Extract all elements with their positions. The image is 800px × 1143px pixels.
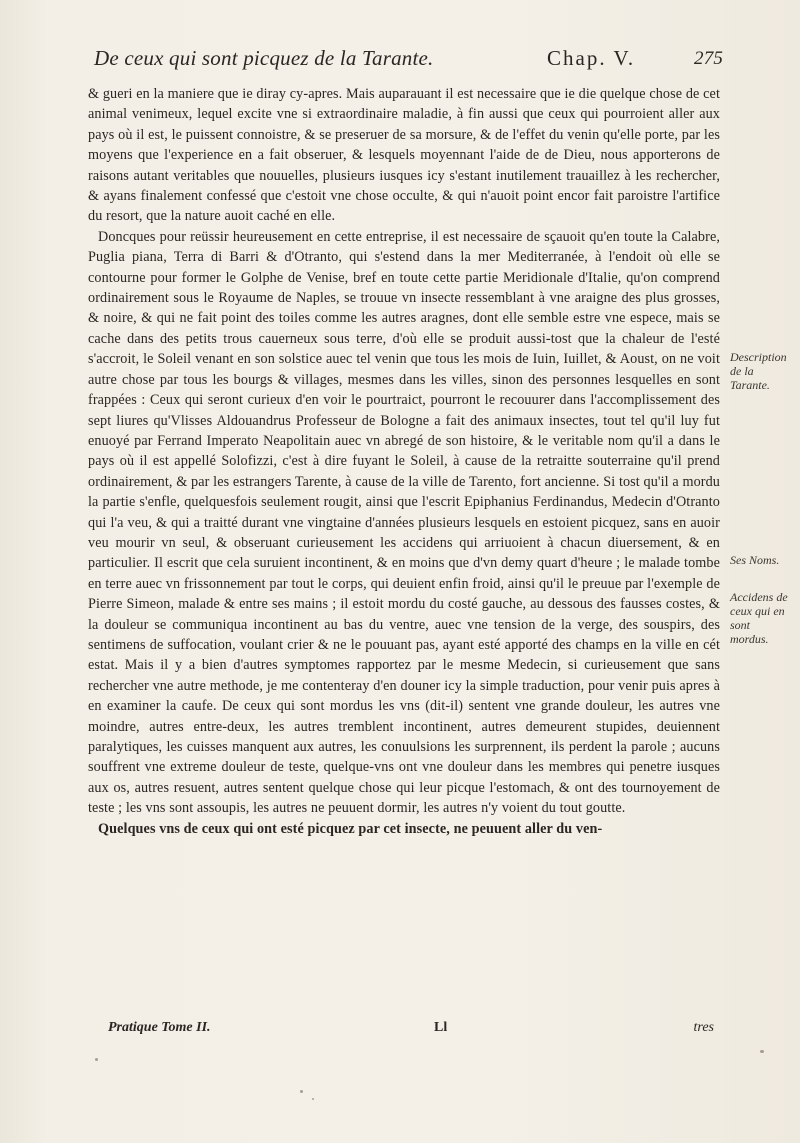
closing-line: Quelques vns de ceux qui ont esté picquez par cet insecte, ne peuuent aller du ven-: [98, 820, 603, 837]
margin-note-description: Description de la Tarante.: [730, 350, 787, 392]
footer-line: [88, 1020, 720, 1042]
page-number: 275: [694, 48, 724, 69]
catchword: tres: [693, 1020, 714, 1035]
margin-note-names: Ses Noms.: [730, 553, 780, 567]
paragraph-2: Doncques pour reüssir heureusement en cette entreprise, il est necessaire de sçauoit qu'en toute la Calabre, Puglia piana, Terra di Barri & d'Otranto, qui s'estend dans la mer Mediterranée, à l'endoit où elle se contourne pour former le Golphe de Venise, bref en toute cette partie Meridionale d'Italie, qu'on comprend ordinairement sous le Royaume de Naples, se trouue vn insecte ressemblant à vne araigne des plus grosses, & noire, & qui ne fait point des toiles comme les autres aragnes, dont elle semble estre vne espece, mais se cache dans des petits trous cauerneux sous terre, d'où elle se produit aussi-tost que la chaleur de l'esté s'accroit, le Soleil venant en son solstice auec tel venin que tous les mois de Iuin, Iuillet, & Aoust, on ne voit autre chose par tous les bourgs & villages, mesmes dans les villes, sinon des personnes lesquelles en sont frappées : Ceux qui seront curieux d'en voir le pourtraict, pourront le recouurer dans l'accomplissement des sept liures qu'Vlisses Aldouandrus Professeur de Bologne a fait des animaux insectes, tout tel qu'il luy fut enuoyé par Ferrand Imperato Neapolitain auec vn abregé de son histoire, & le veritable nom qu'il a dans le pays où il est appellé Solofizzi, c'est à dire fuyant le Soleil, à cause de la retraitte souterraine qu'il prend ordinairement, & par les estrangers Tarente, à cause de la ville de Tarento, fort ancienne. Si tost qu'il a mordu la partie s'enfle, quelquesfois seulement rougit, ainsi que l'escrit Epiphanius Ferdinandus, Medecin d'Otranto qui l'a veu, & qui a traitté durant vne vingtaine d'années plusieurs lesquels en estoient picquez, sans en auoir veu mourir vn seul, & obseruant curieusement les accidens qui arriuoient à chacun diuersement, & en particulier. Il escrit que cela suruient incontinent, & en moins que d'vn demy quart d'heure ; le malade tombe en terre auec vn frissonnement par tout le corps, qui deuient enfin froid, ainsi qu'il le preuue par l'exemple de Pierre Simeon, malade & entre ses mains ; il estoit mordu du costé gauche, au dessous des fausses costes, & la douleur se communiqua incontinent au bas du ventre, auec vne tension de la verge, des souspirs, des sentimens de suffocation, voulant crier & ne le pouuant pas, ayant esté apporté des champs en la ville en cét estat. Mais il y a bien d'autres symptomes rapportez par le mesme Medecin, si curieusement que sans rechercher vne autre methode, je me contenteray d'en douner icy la simple traduction, pour venir puis apres à en examiner la caufe. De ceux qui sont mordus les vns (dit-il) sentent vne grande douleur, les autres vne moindre, autres entre-deux, les autres tremblent incontinent, autres demeurent stupides, deuiennent paralytiques, les cuisses manquent aux autres, les conuulsions les surprennent, ils perdent la parole ; aucuns souffrent vne extreme douleur de teste, quelque-vns ont vne douleur dans les membres qui penetre iusques aux os, autres resuent, autres sentent quelque chose qui leur picque l'estomach, & ont des tournoyement de teste ; les vns sont assoupis, les autres ne peuuent dormir, les autres n'y voient du tout goutte.: [88, 228, 720, 817]
volume-label: Pratique Tome II.: [108, 1020, 211, 1035]
running-header: [88, 44, 728, 84]
paper-speck: [312, 1098, 314, 1100]
running-title: De ceux qui sont picquez de la Tarante.: [94, 46, 434, 70]
paper-speck: [760, 1050, 764, 1053]
signature-mark: Ll: [434, 1020, 448, 1035]
chapter-label: Chap. V.: [547, 46, 636, 70]
paper-speck: [95, 1058, 98, 1061]
body-text: [88, 84, 720, 839]
margin-note-accidents: Accidens de ceux qui en sont mordus.: [730, 590, 788, 646]
paper-speck: [300, 1090, 303, 1093]
paragraph-1: & gueri en la maniere que ie diray cy-apres. Mais auparauant il est necessaire que ie die quelque chose de cet animal venimeux, lequel excite vne si extraordinaire maladie, à fin aussi que ceux qui pourroient aller aux pays où il est, le puissent connoistre, & se preseruer de sa morsure, & de l'effet du venin qu'elle porte, par les moyens que l'experience en a fait obseruer, & lesquels moyennant l'aide de de Dieu, nous apporterons de raisons autant veritables que nouuelles, plusieurs iusques icy s'estant inutilement trauaillez à les rechercher, & ayans finalement confessé que c'estoit vne chose occulte, & qui n'auoit point encor fait paroistre l'artifice du resort, que la nature auoit caché en elle.: [88, 86, 720, 225]
